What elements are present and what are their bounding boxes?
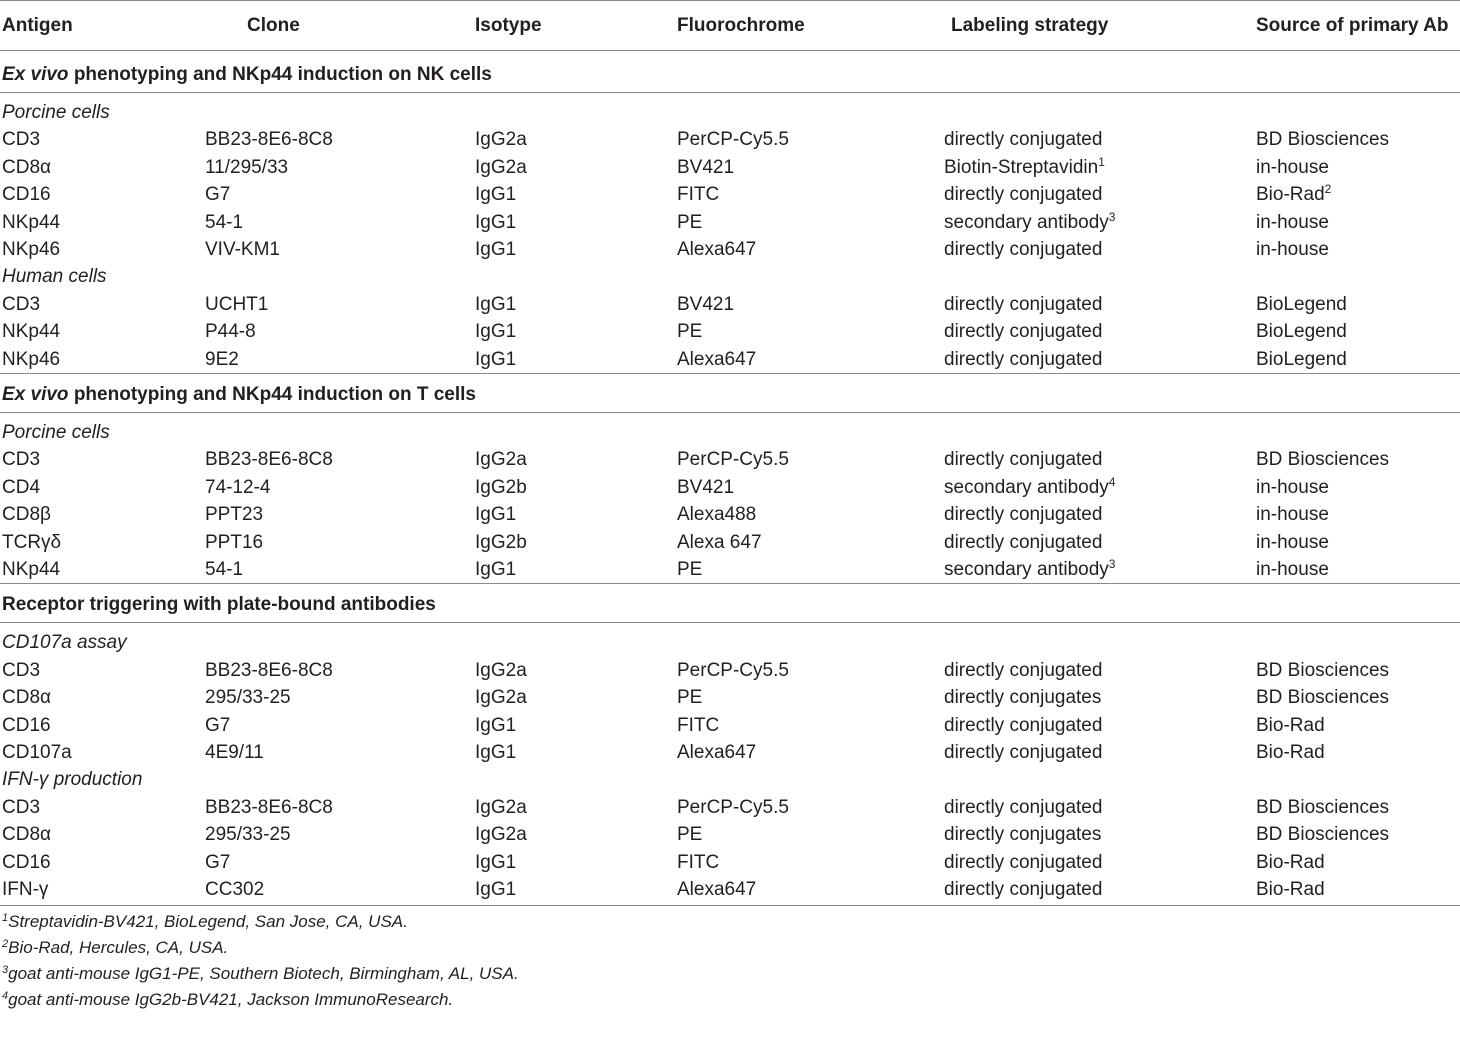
cell-isotype: IgG1 — [475, 321, 517, 343]
cell-fluorochrome: PerCP-Cy5.5 — [677, 129, 789, 151]
cell-clone: BB23-8E6-8C8 — [205, 796, 333, 818]
cell-isotype: IgG1 — [475, 348, 517, 370]
cell-clone: PPT23 — [205, 504, 264, 526]
cell-clone: BB23-8E6-8C8 — [205, 129, 333, 151]
cell-clone: G7 — [205, 184, 231, 206]
cell-isotype: IgG1 — [475, 879, 517, 900]
cell-antigen: NKp44 — [2, 211, 61, 233]
cell-fluorochrome: PerCP-Cy5.5 — [677, 449, 789, 471]
cell-antigen: CD16 — [2, 184, 51, 206]
cell-clone: 295/33-25 — [205, 824, 291, 846]
section-title-rule — [0, 622, 1460, 623]
footnote — [2, 909, 408, 935]
section-row — [0, 583, 1460, 627]
cell-antigen: CD107a — [2, 742, 72, 763]
group-row — [0, 766, 1460, 793]
cell-labeling: directly conjugated — [944, 742, 1103, 763]
cell-isotype: IgG1 — [475, 239, 517, 260]
cell-antigen: CD3 — [2, 449, 41, 471]
cell-clone: VIV-KM1 — [205, 239, 280, 260]
cell-fluorochrome: Alexa488 — [677, 504, 757, 526]
cell-antigen: CD3 — [2, 796, 41, 818]
cell-antigen: CD8β — [2, 504, 51, 526]
cell-source: BioLegend — [1256, 293, 1347, 315]
header-rule — [0, 50, 1460, 51]
group-row — [0, 99, 1460, 126]
cell-fluorochrome: BV421 — [677, 476, 735, 498]
table-row — [0, 291, 1460, 318]
footnote-mark: 4 — [1108, 474, 1116, 489]
table-row — [0, 126, 1460, 153]
table-row — [0, 181, 1460, 208]
cell-isotype: IgG1 — [475, 714, 517, 736]
cell-labeling: directly conjugated — [944, 239, 1103, 260]
cell-antigen: NKp46 — [2, 348, 61, 370]
cell-antigen: TCRγδ — [2, 531, 62, 553]
header-antigen: Antigen — [2, 15, 73, 36]
table-row — [0, 556, 1460, 583]
section-title: Ex vivo phenotyping and NKp44 induction on T cells — [2, 384, 476, 405]
table-row — [0, 474, 1460, 501]
cell-antigen: NKp44 — [2, 321, 61, 343]
cell-source: in-house — [1256, 211, 1329, 233]
cell-clone: BB23-8E6-8C8 — [205, 449, 333, 471]
cell-labeling: directly conjugates — [944, 824, 1102, 846]
footnote-number: 4 — [2, 990, 9, 1003]
cell-clone: G7 — [205, 851, 231, 873]
cell-source: BD Biosciences — [1256, 824, 1390, 846]
cell-labeling: directly conjugated — [944, 714, 1103, 736]
footnote-text: goat anti-mouse IgG2b-BV421, Jackson ImmunoResearch. — [8, 990, 454, 1010]
table-row — [0, 446, 1460, 473]
cell-isotype: IgG2a — [475, 129, 527, 151]
cell-source: BD Biosciences — [1256, 129, 1390, 151]
cell-isotype: IgG2a — [475, 449, 527, 471]
cell-fluorochrome: PE — [677, 824, 703, 846]
table-row — [0, 209, 1460, 236]
cell-antigen: CD3 — [2, 293, 41, 315]
cell-isotype: IgG1 — [475, 504, 517, 526]
cell-antigen: CD8α — [2, 156, 51, 178]
cell-fluorochrome: PE — [677, 687, 703, 709]
cell-isotype: IgG2a — [475, 796, 527, 818]
header-fluorochrome: Fluorochrome — [677, 15, 805, 36]
cell-clone: 54-1 — [205, 211, 244, 233]
section-title-rule — [0, 92, 1460, 93]
header-isotype: Isotype — [475, 15, 542, 36]
cell-antigen: CD16 — [2, 714, 51, 736]
cell-source: in-house — [1256, 559, 1329, 580]
table-row — [0, 849, 1460, 876]
footnote-mark: 1 — [1098, 154, 1105, 169]
cell-fluorochrome: PerCP-Cy5.5 — [677, 796, 789, 818]
footnote-mark: 2 — [1324, 182, 1332, 197]
cell-clone: PPT16 — [205, 531, 264, 553]
cell-labeling: directly conjugated — [944, 796, 1103, 818]
cell-isotype: IgG1 — [475, 211, 517, 233]
group-label: Porcine cells — [2, 102, 110, 123]
cell-labeling: secondary antibody$^3$ — [944, 209, 1116, 233]
cell-isotype: IgG1 — [475, 559, 517, 580]
cell-source: BioLegend — [1256, 321, 1347, 343]
cell-antigen: NKp44 — [2, 559, 61, 580]
cell-source: in-house — [1256, 239, 1329, 260]
cell-source: in-house — [1256, 156, 1329, 178]
cell-source: in-house — [1256, 476, 1329, 498]
cell-antigen: CD3 — [2, 129, 41, 151]
table-row — [0, 684, 1460, 711]
cell-labeling: directly conjugated — [944, 504, 1103, 526]
cell-labeling: directly conjugated — [944, 659, 1103, 681]
cell-fluorochrome: PE — [677, 211, 703, 233]
cell-clone: 54-1 — [205, 559, 244, 580]
footnote — [2, 935, 228, 961]
cell-source: Bio-Rad — [1256, 714, 1325, 736]
cell-isotype: IgG1 — [475, 742, 517, 763]
cell-source: BD Biosciences — [1256, 449, 1390, 471]
cell-isotype: IgG2b — [475, 476, 527, 498]
group-label: Porcine cells — [2, 422, 110, 443]
table-row — [0, 794, 1460, 821]
cell-isotype: IgG2b — [475, 531, 527, 553]
section-row — [0, 373, 1460, 417]
cell-labeling: directly conjugates — [944, 687, 1102, 709]
cell-antigen: IFN-γ — [2, 879, 49, 900]
cell-antigen: CD16 — [2, 851, 51, 873]
cell-fluorochrome: Alexa647 — [677, 742, 757, 763]
group-label: IFN-γ production — [2, 769, 143, 791]
cell-labeling: directly conjugated — [944, 321, 1103, 343]
cell-source: in-house — [1256, 504, 1329, 526]
footnote-text: Bio-Rad, Hercules, CA, USA. — [8, 938, 229, 958]
group-label: Human cells — [2, 266, 107, 288]
header-labeling-strategy: Labeling strategy — [951, 15, 1109, 36]
footnote-number: 2 — [2, 938, 9, 951]
cell-source: Bio-Rad — [1256, 851, 1325, 873]
cell-clone: 4E9/11 — [205, 742, 264, 763]
cell-source: Bio-Rad — [1256, 742, 1325, 763]
footnote — [2, 987, 453, 1013]
cell-labeling: directly conjugated — [944, 348, 1103, 370]
footnote-mark: 3 — [1108, 209, 1116, 224]
cell-isotype: IgG2a — [475, 824, 527, 846]
cell-labeling: directly conjugated — [944, 129, 1103, 151]
cell-labeling: directly conjugated — [944, 531, 1103, 553]
cell-antigen: CD3 — [2, 659, 41, 681]
cell-labeling: Biotin-Streptavidin$^1$ — [944, 154, 1105, 178]
section-title-rule — [0, 412, 1460, 413]
cell-antigen: CD4 — [2, 476, 41, 498]
table-row — [0, 739, 1460, 766]
section-title: Receptor triggering with plate-bound antibodies — [2, 594, 436, 616]
cell-fluorochrome: Alexa647 — [677, 348, 757, 370]
cell-isotype: IgG1 — [475, 851, 517, 873]
table-row — [0, 236, 1460, 263]
table-row — [0, 876, 1460, 903]
table-row — [0, 529, 1460, 556]
group-row — [0, 629, 1460, 656]
cell-labeling: directly conjugated — [944, 293, 1103, 315]
cell-labeling: directly conjugated — [944, 184, 1103, 206]
bottom-rule — [0, 905, 1460, 906]
cell-source: BD Biosciences — [1256, 796, 1390, 818]
cell-labeling: secondary antibody$^4$ — [944, 474, 1116, 498]
cell-isotype: IgG1 — [475, 184, 517, 206]
cell-clone: G7 — [205, 714, 231, 736]
cell-fluorochrome: PerCP-Cy5.5 — [677, 659, 789, 681]
footnote-text: goat anti-mouse IgG1-PE, Southern Biotech, Birmingham, AL, USA. — [8, 964, 519, 984]
footnote-number: 1 — [2, 912, 9, 925]
cell-fluorochrome: FITC — [677, 714, 720, 736]
cell-source: BD Biosciences — [1256, 659, 1390, 681]
header-row — [0, 0, 1460, 52]
table-row — [0, 346, 1460, 373]
cell-fluorochrome: Alexa647 — [677, 879, 757, 900]
group-row — [0, 419, 1460, 446]
cell-labeling: directly conjugated — [944, 449, 1103, 471]
cell-fluorochrome: PE — [677, 321, 703, 343]
group-label: CD107a assay — [2, 632, 127, 654]
table-row — [0, 712, 1460, 739]
section-row — [0, 53, 1460, 97]
cell-clone: 9E2 — [205, 348, 239, 370]
footnote-mark: 3 — [1108, 557, 1116, 571]
section-title-em: Ex vivo — [2, 384, 69, 405]
cell-clone: P44-8 — [205, 321, 256, 343]
cell-source: BD Biosciences — [1256, 687, 1390, 709]
cell-source: Bio-Rad$^2$ — [1256, 182, 1332, 206]
cell-antigen: NKp46 — [2, 239, 61, 260]
cell-antigen: CD8α — [2, 824, 51, 846]
table-row — [0, 821, 1460, 848]
footnote-text: Streptavidin-BV421, BioLegend, San Jose, CA, USA. — [8, 912, 408, 932]
cell-source: BioLegend — [1256, 348, 1347, 370]
cell-fluorochrome: Alexa 647 — [677, 531, 762, 553]
cell-clone: 11/295/33 — [205, 156, 289, 178]
table-row — [0, 657, 1460, 684]
cell-labeling: directly conjugated — [944, 851, 1103, 873]
cell-isotype: IgG2a — [475, 156, 527, 178]
cell-labeling: secondary antibody$^3$ — [944, 557, 1116, 580]
cell-isotype: IgG2a — [475, 687, 527, 709]
footnote — [2, 961, 519, 987]
table-row — [0, 318, 1460, 345]
cell-antigen: CD8α — [2, 687, 51, 709]
cell-isotype: IgG1 — [475, 293, 517, 315]
header-source: Source of primary Ab — [1256, 15, 1449, 36]
cell-fluorochrome: Alexa647 — [677, 239, 757, 260]
group-row — [0, 263, 1460, 290]
cell-fluorochrome: FITC — [677, 184, 720, 206]
cell-isotype: IgG2a — [475, 659, 527, 681]
section-title-em: Ex vivo — [2, 64, 69, 85]
footnote-number: 3 — [2, 964, 9, 977]
header-clone: Clone — [247, 15, 300, 36]
cell-clone: CC302 — [205, 879, 265, 900]
cell-clone: 295/33-25 — [205, 687, 291, 709]
cell-fluorochrome: BV421 — [677, 156, 735, 178]
cell-clone: BB23-8E6-8C8 — [205, 659, 333, 681]
section-title: Ex vivo phenotyping and NKp44 induction on NK cells — [2, 64, 492, 85]
cell-clone: UCHT1 — [205, 293, 269, 315]
cell-fluorochrome: FITC — [677, 851, 720, 873]
cell-source: Bio-Rad — [1256, 879, 1325, 900]
table-row — [0, 154, 1460, 181]
cell-source: in-house — [1256, 531, 1329, 553]
cell-fluorochrome: PE — [677, 559, 703, 580]
cell-fluorochrome: BV421 — [677, 293, 735, 315]
cell-clone: 74-12-4 — [205, 476, 271, 498]
cell-labeling: directly conjugated — [944, 879, 1103, 900]
table-row — [0, 501, 1460, 528]
